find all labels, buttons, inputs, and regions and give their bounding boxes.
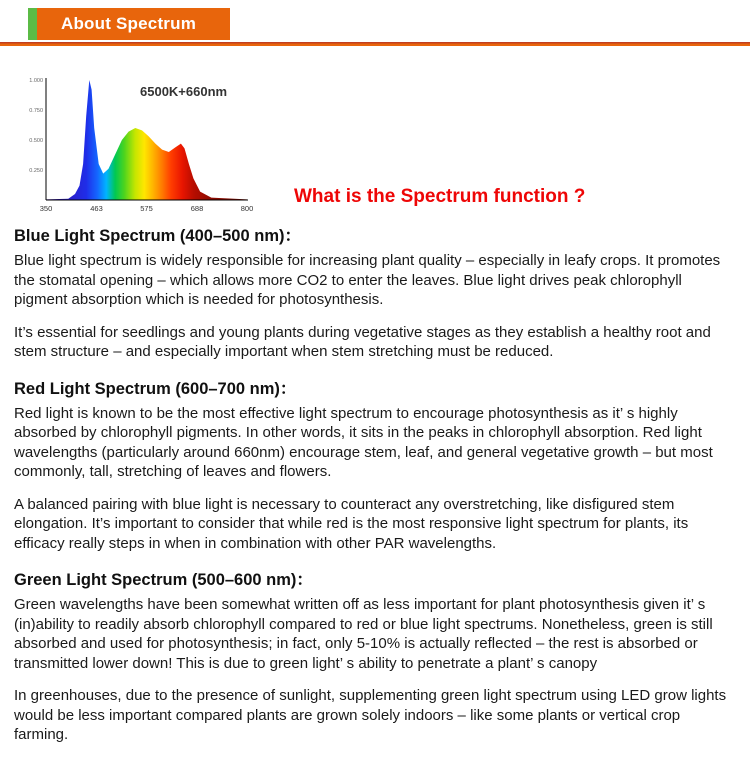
section-heading-green: Green Light Spectrum (500–600 nm)：	[14, 571, 313, 589]
spectrum-chart	[22, 70, 270, 225]
article-content	[14, 222, 738, 758]
banner-title: About Spectrum	[37, 8, 230, 40]
section-paragraph: Green wavelengths have been somewhat written off as less important for plant photosynthesis given it’ s (in)ability to readily absorb chlorophyll compared to red or blue light spectrums. Nonetheless, green is still absorbed and used for photosynthesis; in fact, only 5-10% is actually reflected – the rest is absorbed or transmitted lower down! This is due to green light’ s ability to penetrate a plant’ s canopy	[14, 596, 713, 672]
section-heading-red: Red Light Spectrum (600–700 nm)：	[14, 379, 297, 398]
section-paragraph: A balanced pairing with blue light is necessary to counteract any overstretching, like disfigured stem elongation. It’s important to consider that while red is the most responsive light spectrum for plants, its efficacy really steps in when in combination with other PAR wavelengths.	[14, 495, 689, 552]
section-paragraph: Blue light spectrum is widely responsible for increasing plant quality – especially in leafy crops. It promotes the stomatal opening – which allows more CO2 to enter the leaves. Blue light drives peak chlorophyll pigment absorption which is needed for photosynthesis.	[14, 252, 721, 308]
y-tick-label: 0.750	[29, 108, 43, 114]
section-paragraph: It’s essential for seedlings and young plants during vegetative stages as they establish a healthy root and stem structure – and especially important when stem stretching must be reduced.	[14, 323, 711, 360]
section-paragraph: In greenhouses, due to the presence of sunlight, supplementing green light spectrum using LED grow lights would be less important compared plants are grown solely indoors – like some plants or vertical crop farming.	[14, 687, 727, 743]
section-green-light	[14, 566, 738, 745]
spectrum-question-heading: What is the Spectrum function ?	[294, 186, 586, 207]
x-tick-label: 463	[90, 204, 103, 213]
y-tick-label: 0.500	[29, 138, 43, 144]
y-tick-label: 1.000	[29, 78, 43, 84]
divider-rule	[0, 42, 750, 46]
chart-title: 6500K+660nm	[140, 84, 228, 99]
y-tick-label: 0.250	[29, 168, 43, 174]
x-tick-label: 350	[39, 204, 53, 213]
section-blue-light	[14, 222, 738, 362]
x-tick-label: 575	[140, 204, 153, 213]
spectrum-chart-svg	[22, 70, 270, 220]
banner-green-accent	[28, 8, 37, 40]
x-tick-label: 688	[190, 204, 204, 213]
section-red-light	[14, 375, 738, 554]
section-heading-blue: Blue Light Spectrum (400–500 nm)：	[14, 227, 301, 245]
section-paragraph: Red light is known to be the most effective light spectrum to encourage photosynthesis as it’ s highly absorbed by chlorophyll pigments. In other words, it sits in the peaks in chlorophyll absorption. Red light wavelengths (particularly around 660nm) encourage stem, leaf, and general vegetative growth – but most commonly, tall, stretching of leaves and flowers.	[14, 404, 713, 480]
x-tick-label: 800	[240, 204, 254, 213]
about-spectrum-banner	[28, 8, 230, 40]
